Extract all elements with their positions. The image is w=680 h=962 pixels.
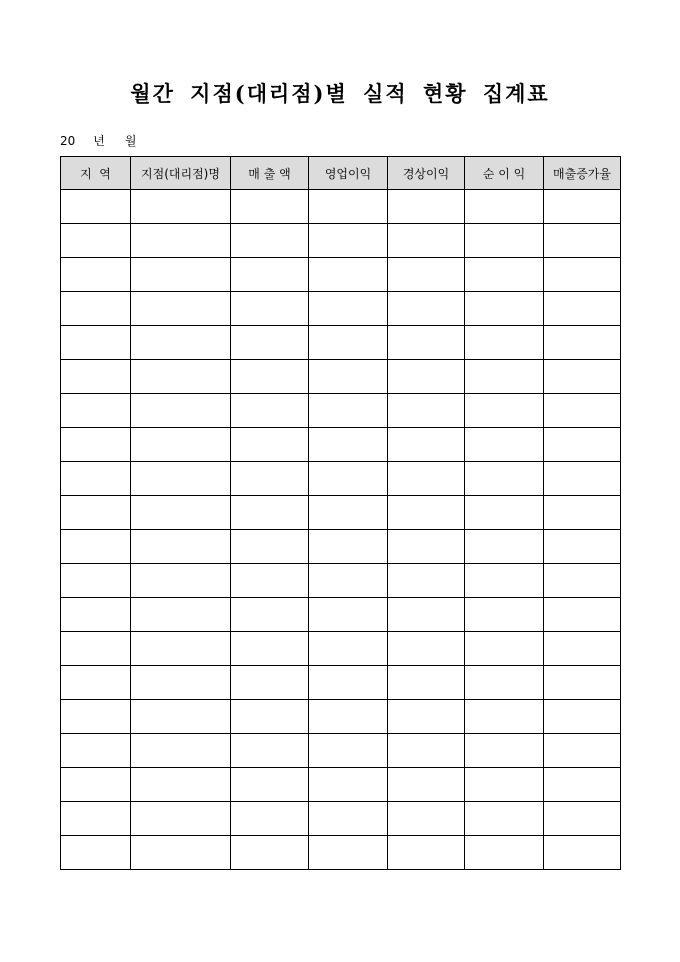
table-cell — [231, 768, 309, 802]
table-row — [61, 224, 621, 258]
table-cell — [131, 428, 231, 462]
table-cell — [61, 836, 131, 870]
table-cell — [61, 326, 131, 360]
table-cell — [231, 190, 309, 224]
table-row — [61, 190, 621, 224]
table-cell — [231, 326, 309, 360]
table-cell — [544, 496, 621, 530]
table-cell — [231, 394, 309, 428]
table-cell — [131, 700, 231, 734]
table-cell — [131, 326, 231, 360]
table-cell — [61, 700, 131, 734]
table-cell — [231, 632, 309, 666]
table-cell — [465, 360, 544, 394]
table-cell — [231, 462, 309, 496]
table-cell — [388, 292, 465, 326]
table-cell — [544, 292, 621, 326]
table-cell — [231, 734, 309, 768]
table-cell — [544, 734, 621, 768]
table-cell — [61, 734, 131, 768]
table-cell — [465, 768, 544, 802]
table-cell — [231, 564, 309, 598]
table-cell — [388, 598, 465, 632]
table-row — [61, 530, 621, 564]
table-cell — [309, 802, 388, 836]
table-cell — [309, 836, 388, 870]
table-cell — [131, 394, 231, 428]
table-cell — [231, 224, 309, 258]
table-row — [61, 700, 621, 734]
table-cell — [61, 802, 131, 836]
table-cell — [544, 326, 621, 360]
table-cell — [61, 530, 131, 564]
header-branch-name: 지점(대리점)명 — [131, 157, 231, 190]
table-cell — [131, 530, 231, 564]
table-cell — [309, 666, 388, 700]
table-cell — [388, 258, 465, 292]
table-cell — [544, 428, 621, 462]
year-label: 년 — [93, 134, 105, 148]
table-cell — [544, 360, 621, 394]
table-row — [61, 836, 621, 870]
header-row — [61, 157, 621, 190]
table-cell — [131, 598, 231, 632]
table-cell — [465, 666, 544, 700]
table-cell — [544, 462, 621, 496]
table-cell — [61, 224, 131, 258]
table-cell — [231, 428, 309, 462]
month-label: 월 — [124, 134, 137, 148]
performance-summary-table — [60, 156, 621, 870]
table-cell — [465, 836, 544, 870]
table-row — [61, 734, 621, 768]
table-cell — [544, 632, 621, 666]
table-row — [61, 496, 621, 530]
table-cell — [309, 360, 388, 394]
table-cell — [131, 802, 231, 836]
table-cell — [61, 360, 131, 394]
table-row — [61, 666, 621, 700]
table-cell — [309, 224, 388, 258]
table-body — [61, 190, 621, 870]
table-cell — [231, 598, 309, 632]
table-cell — [61, 564, 131, 598]
document-title: 월간 지점(대리점)별 실적 현황 집계표 — [130, 81, 550, 106]
date-prefix: 20 — [60, 134, 76, 148]
table-cell — [388, 462, 465, 496]
table-cell — [131, 496, 231, 530]
table-cell — [131, 666, 231, 700]
header-sales: 매 출 액 — [231, 157, 309, 190]
table-cell — [465, 258, 544, 292]
table-row — [61, 632, 621, 666]
table-cell — [465, 530, 544, 564]
table-cell — [388, 190, 465, 224]
table-row — [61, 768, 621, 802]
table-cell — [388, 428, 465, 462]
table-cell — [131, 564, 231, 598]
header-operating-profit: 영업이익 — [309, 157, 388, 190]
table-cell — [309, 530, 388, 564]
table-cell — [309, 326, 388, 360]
table-cell — [309, 768, 388, 802]
table-cell — [544, 530, 621, 564]
table-cell — [131, 734, 231, 768]
table-cell — [131, 360, 231, 394]
table-cell — [465, 598, 544, 632]
table-cell — [465, 292, 544, 326]
header-region: 지 역 — [61, 157, 131, 190]
table-cell — [465, 700, 544, 734]
table-cell — [465, 564, 544, 598]
table-cell — [131, 462, 231, 496]
table-cell — [61, 632, 131, 666]
table-cell — [465, 190, 544, 224]
table-cell — [309, 700, 388, 734]
table-cell — [544, 394, 621, 428]
table-cell — [231, 836, 309, 870]
table-cell — [309, 258, 388, 292]
table-cell — [61, 462, 131, 496]
table-row — [61, 462, 621, 496]
table-cell — [465, 802, 544, 836]
table-cell — [465, 462, 544, 496]
table-cell — [131, 632, 231, 666]
table-row — [61, 428, 621, 462]
table-cell — [231, 292, 309, 326]
table-cell — [388, 360, 465, 394]
table-cell — [309, 496, 388, 530]
table-cell — [309, 292, 388, 326]
table-cell — [61, 666, 131, 700]
table-cell — [131, 224, 231, 258]
table-cell — [61, 258, 131, 292]
table-cell — [131, 190, 231, 224]
header-ordinary-profit: 경상이익 — [388, 157, 465, 190]
table-cell — [61, 394, 131, 428]
table-cell — [388, 700, 465, 734]
table-cell — [388, 632, 465, 666]
table-cell — [388, 496, 465, 530]
table-cell — [309, 632, 388, 666]
table-cell — [544, 564, 621, 598]
table-cell — [61, 768, 131, 802]
table-row — [61, 258, 621, 292]
table-cell — [231, 360, 309, 394]
table-cell — [309, 190, 388, 224]
table-cell — [131, 258, 231, 292]
table-cell — [465, 428, 544, 462]
table-cell — [388, 394, 465, 428]
table-cell — [231, 802, 309, 836]
table-cell — [231, 700, 309, 734]
table-cell — [544, 700, 621, 734]
table-cell — [131, 836, 231, 870]
table-cell — [388, 224, 465, 258]
table-cell — [231, 258, 309, 292]
table-cell — [231, 496, 309, 530]
table-cell — [544, 666, 621, 700]
table-cell — [61, 190, 131, 224]
table-cell — [544, 224, 621, 258]
table-cell — [544, 802, 621, 836]
date-line — [60, 132, 136, 149]
table-cell — [465, 734, 544, 768]
table-cell — [131, 292, 231, 326]
table-cell — [388, 530, 465, 564]
table-row — [61, 292, 621, 326]
table-cell — [544, 190, 621, 224]
table-cell — [61, 598, 131, 632]
table-cell — [465, 326, 544, 360]
table-cell — [388, 768, 465, 802]
table-cell — [465, 394, 544, 428]
table-cell — [388, 564, 465, 598]
table-cell — [388, 836, 465, 870]
table-row — [61, 326, 621, 360]
table-cell — [309, 394, 388, 428]
table-cell — [61, 428, 131, 462]
table-cell — [61, 496, 131, 530]
table-cell — [465, 632, 544, 666]
table-row — [61, 802, 621, 836]
table-cell — [231, 530, 309, 564]
header-sales-growth-rate: 매출증가율 — [544, 157, 621, 190]
table-cell — [544, 258, 621, 292]
table-cell — [465, 496, 544, 530]
table-cell — [309, 564, 388, 598]
table-cell — [61, 292, 131, 326]
table-cell — [309, 428, 388, 462]
table-cell — [388, 734, 465, 768]
table-cell — [544, 768, 621, 802]
table-cell — [544, 598, 621, 632]
table-cell — [544, 836, 621, 870]
table-cell — [388, 802, 465, 836]
table-row — [61, 394, 621, 428]
table-cell — [309, 598, 388, 632]
table-cell — [231, 666, 309, 700]
table-cell — [388, 326, 465, 360]
table-cell — [388, 666, 465, 700]
table-row — [61, 360, 621, 394]
table-row — [61, 598, 621, 632]
table-row — [61, 564, 621, 598]
header-net-profit: 순 이 익 — [465, 157, 544, 190]
table-cell — [309, 462, 388, 496]
table-cell — [131, 768, 231, 802]
table-cell — [465, 224, 544, 258]
table-cell — [309, 734, 388, 768]
